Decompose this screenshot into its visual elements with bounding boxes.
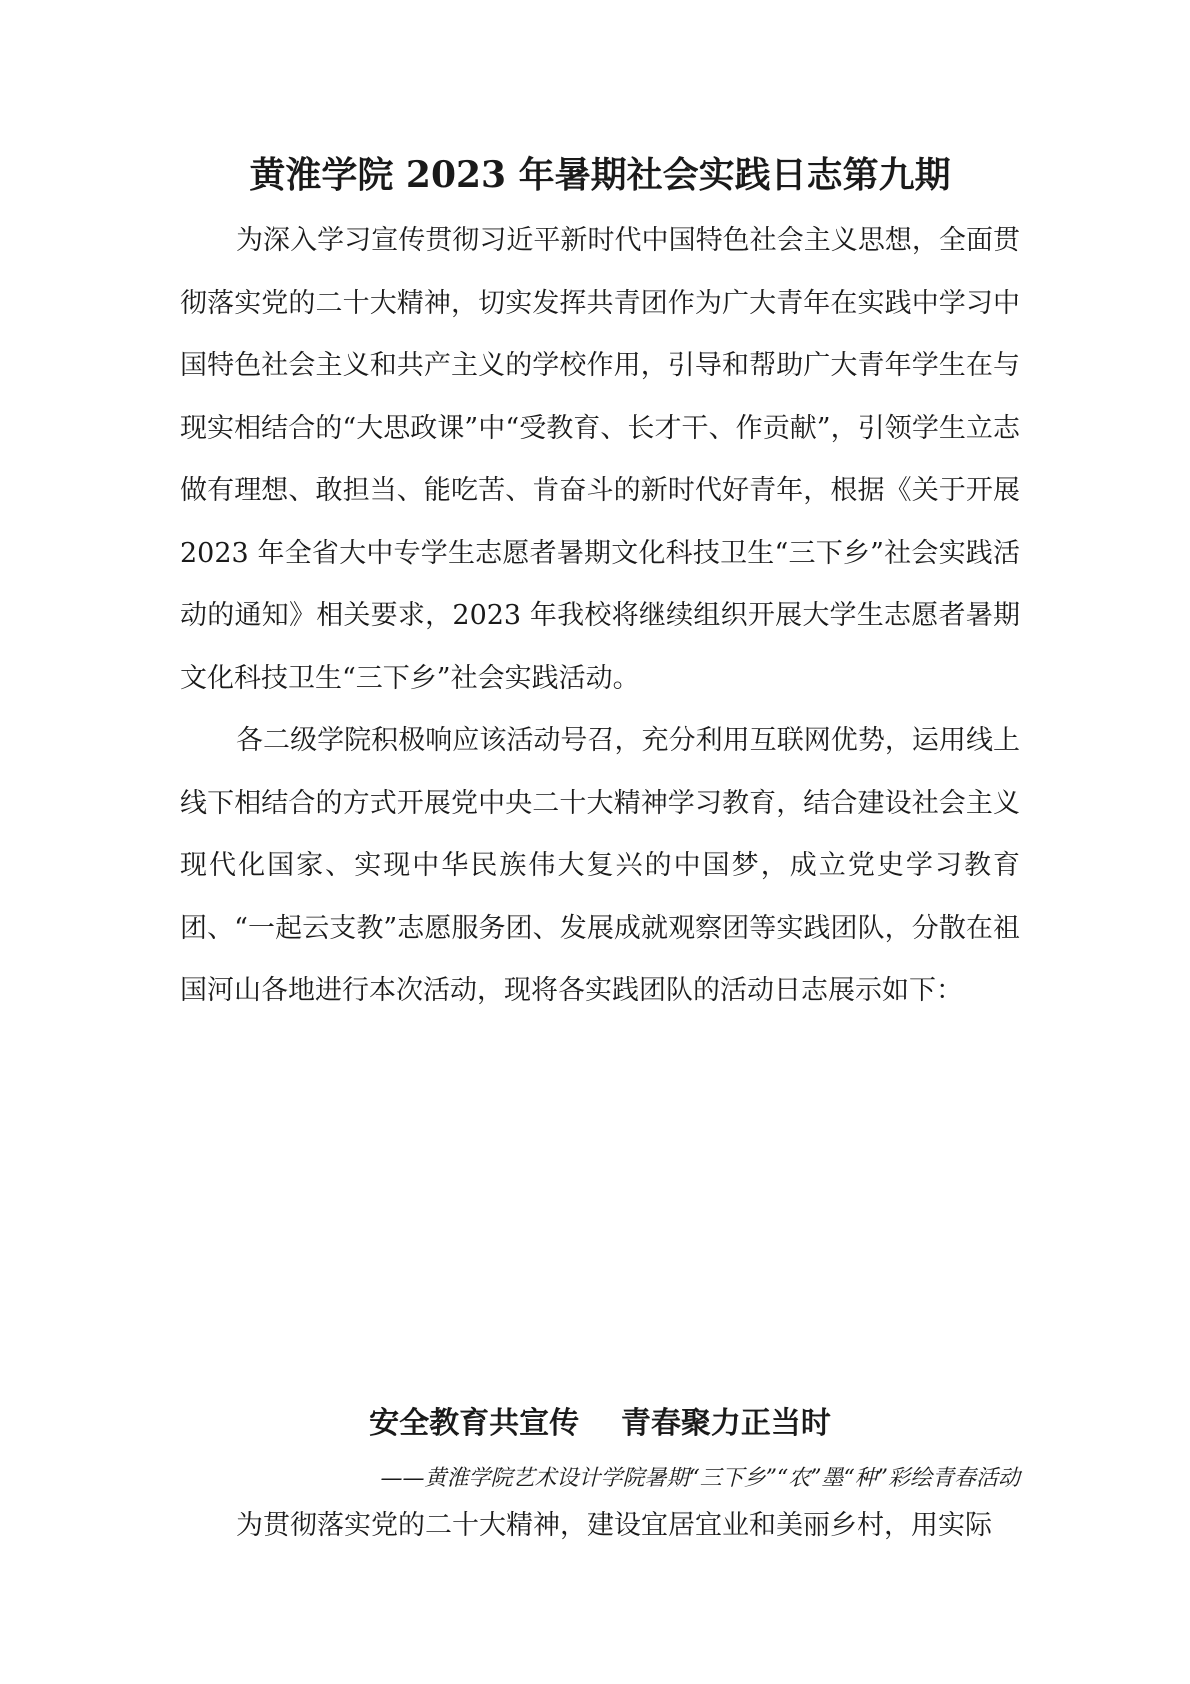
section-title: 安全教育共宣传 青春聚力正当时 <box>369 1406 831 1441</box>
activity-paragraph: 各二级学院积极响应该活动号召，充分利用互联网优势，运用线上线下相结合的方式开展党中央二十大精神学习教育，结合建设社会主义现代化国家、实现中华民族伟大复兴的中国梦，成立党史学习教育团、“一起云支教”志愿服务团、发展成就观察团等实践团队，分散在祖国河山各地进行本次活动，现将各实践团队的活动日志展示如下： <box>180 725 1020 1006</box>
section-byline: ——黄淮学院艺术设计学院暑期“三下乡”“农”墨“种”彩绘青春活动 <box>380 1466 1020 1491</box>
document-title: 黄淮学院 2023 年暑期社会实践日志第九期 <box>249 154 951 196</box>
section-first-line: 为贯彻落实党的二十大精神，建设宜居宜业和美丽乡村，用实际 <box>236 1510 992 1541</box>
intro-paragraph: 为深入学习宣传贯彻习近平新时代中国特色社会主义思想，全面贯彻落实党的二十大精神，切实发挥共青团作为广大青年在实践中学习中国特色社会主义和共产主义的学校作用，引导和帮助广大青年学生在与现实相结合的“大思政课”中“受教育、长才干、作贡献”，引领学生立志做有理想、敢担当、能吃苦、肯奋斗的新时代好青年，根据《关于开展 2023 年全省大中专学生志愿者暑期文化科技卫生“三下乡”社会实践活动的通知》相关要求，2023 年我校将继续组织开展大学生志愿者暑期文化科技卫生“三下乡”社会实践活动。 <box>180 225 1020 694</box>
